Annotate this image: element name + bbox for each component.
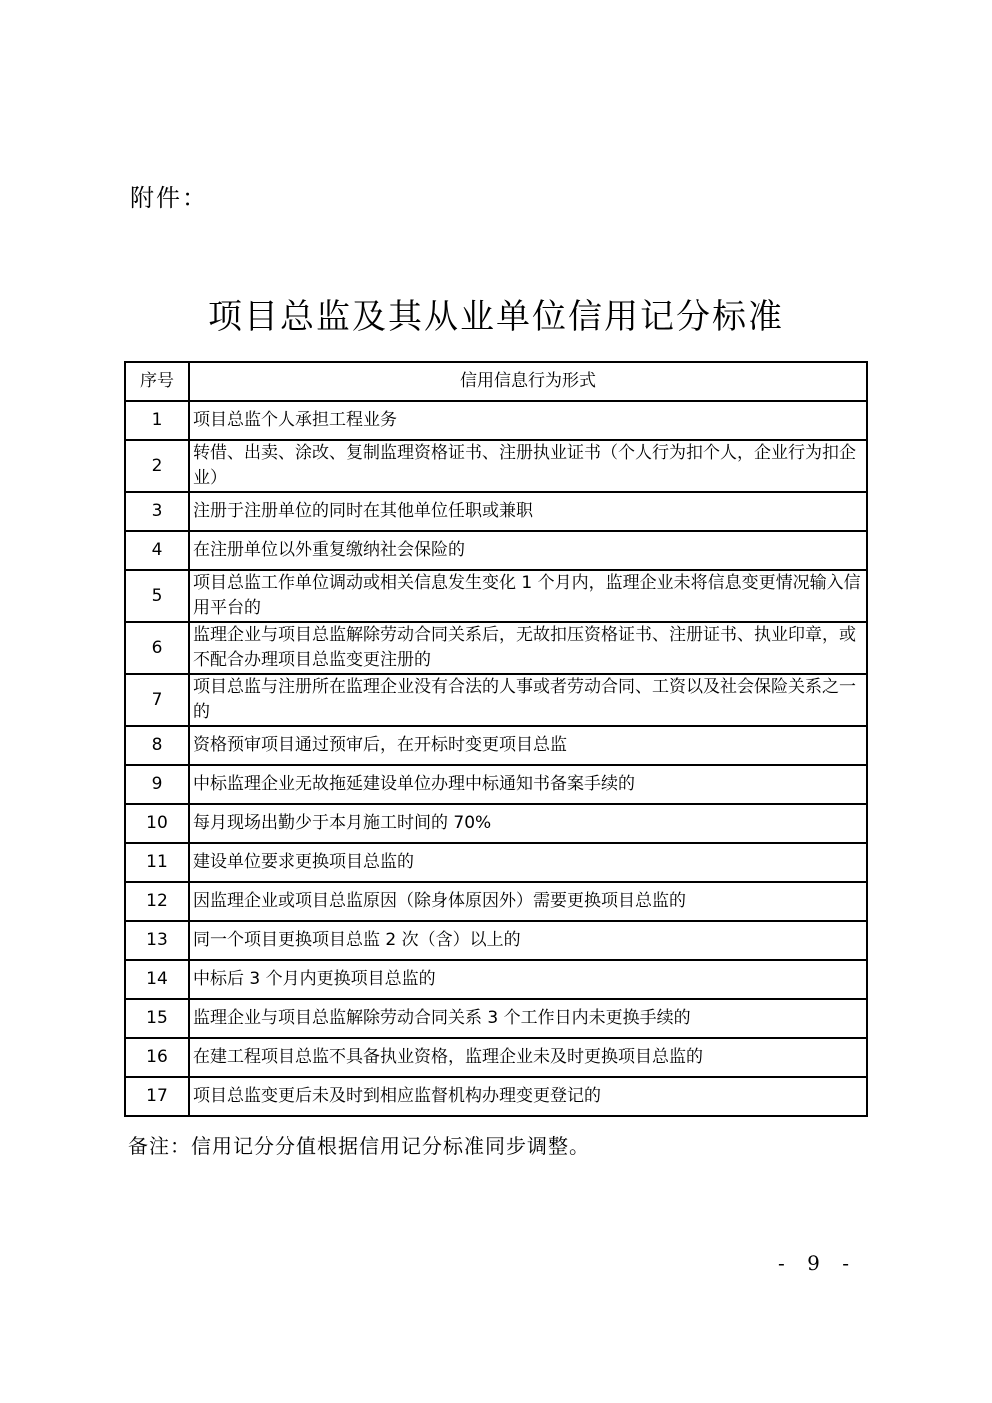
row-number: 4 [125,531,189,570]
row-number: 14 [125,960,189,999]
row-text: 同一个项目更换项目总监 2 次（含）以上的 [189,921,867,960]
row-number: 8 [125,726,189,765]
table-row [125,882,867,921]
attachment-label: 附件： [130,184,208,212]
table-row [125,726,867,765]
header-serial-number: 序号 [125,362,189,401]
row-text: 转借、出卖、涂改、复制监理资格证书、注册执业证书（个人行为扣个人，企业行为扣企业） [189,440,867,492]
table-row [125,921,867,960]
row-number: 10 [125,804,189,843]
table-row [125,674,867,726]
table-row [125,622,867,674]
row-number: 1 [125,401,189,440]
row-text: 建设单位要求更换项目总监的 [189,843,867,882]
header-behavior-form: 信用信息行为形式 [189,362,867,401]
row-text: 资格预审项目通过预审后，在开标时变更项目总监 [189,726,867,765]
document-title: 项目总监及其从业单位信用记分标准 [208,296,784,337]
table-header-row [125,362,867,401]
row-number: 15 [125,999,189,1038]
table-row [125,765,867,804]
row-number: 9 [125,765,189,804]
table-row [125,492,867,531]
table-row [125,999,867,1038]
row-number: 3 [125,492,189,531]
row-text: 中标监理企业无故拖延建设单位办理中标通知书备案手续的 [189,765,867,804]
row-text: 在建工程项目总监不具备执业资格，监理企业未及时更换项目总监的 [189,1038,867,1077]
table-row [125,1077,867,1116]
table-row [125,843,867,882]
row-number: 17 [125,1077,189,1116]
row-number: 12 [125,882,189,921]
table-row [125,1038,867,1077]
table-row [125,531,867,570]
table-row [125,804,867,843]
row-text: 在注册单位以外重复缴纳社会保险的 [189,531,867,570]
row-text: 项目总监工作单位调动或相关信息发生变化 1 个月内，监理企业未将信息变更情况输入信用平台的 [189,570,867,622]
row-number: 7 [125,674,189,726]
table-row [125,570,867,622]
row-text: 项目总监变更后未及时到相应监督机构办理变更登记的 [189,1077,867,1116]
row-text: 监理企业与项目总监解除劳动合同关系后，无故扣压资格证书、注册证书、执业印章，或不配合办理项目总监变更注册的 [189,622,867,674]
credit-standard-table [124,361,868,1117]
table-row [125,960,867,999]
footnote: 备注：信用记分分值根据信用记分标准同步调整。 [128,1134,590,1158]
row-number: 6 [125,622,189,674]
row-text: 因监理企业或项目总监原因（除身体原因外）需要更换项目总监的 [189,882,867,921]
row-text: 监理企业与项目总监解除劳动合同关系 3 个工作日内未更换手续的 [189,999,867,1038]
row-text: 注册于注册单位的同时在其他单位任职或兼职 [189,492,867,531]
row-number: 11 [125,843,189,882]
row-text: 项目总监与注册所在监理企业没有合法的人事或者劳动合同、工资以及社会保险关系之一的 [189,674,867,726]
table-row [125,401,867,440]
row-number: 2 [125,440,189,492]
row-number: 16 [125,1038,189,1077]
row-number: 13 [125,921,189,960]
page-number: - 9 - [778,1251,857,1275]
table-row [125,440,867,492]
row-number: 5 [125,570,189,622]
row-text: 每月现场出勤少于本月施工时间的 70% [189,804,867,843]
row-text: 中标后 3 个月内更换项目总监的 [189,960,867,999]
row-text: 项目总监个人承担工程业务 [189,401,867,440]
